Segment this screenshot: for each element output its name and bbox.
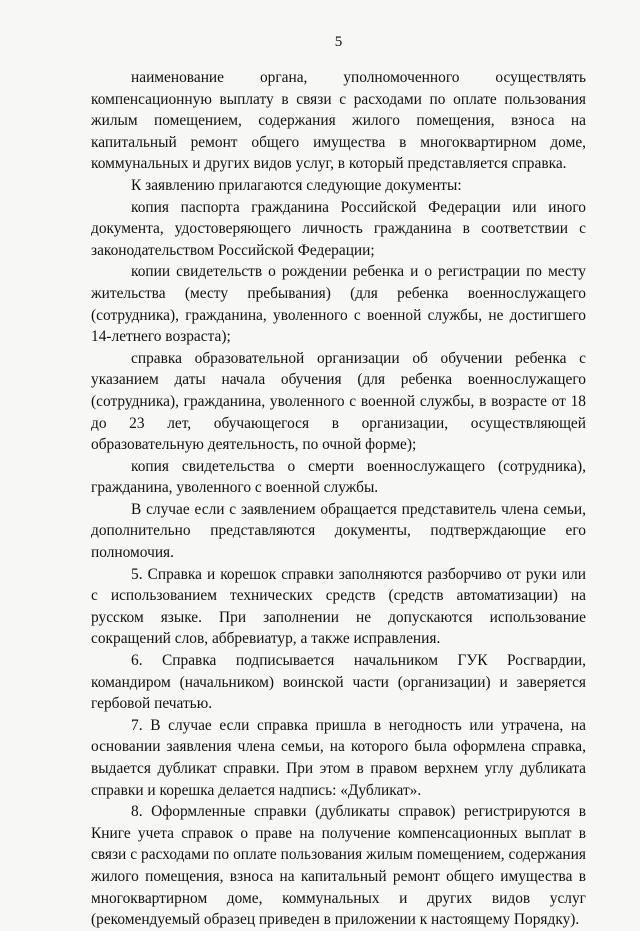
paragraph-passport-copy: копия паспорта гражданина Российской Федерации или иного документа, удостоверяющего личность гражданина в соответствии с законодательством Российской Федерации; [91, 198, 586, 259]
paragraph-item-8: 8. Оформленные справки (дубликаты справок) регистрируются в Книге учета справок о праве на получение компенсационных выплат в связи с расходами по оплате пользования жилым помещением, содержания жилого помещения, взноса на капитальный ремонт общего имущества в многоквартирном доме, коммунальных и других видов услуг (рекомендуемый образец приведен в приложении к настоящему Порядку). [91, 803, 586, 929]
paragraph-education-certificate: справка образовательной организации об обучении ребенка с указанием даты начала обучения (для ребенка военнослужащего (сотрудника), гражданина, уволенного с военной службы, в возрасте от 18 до 23 лет, обучающегося в организации, осуществляющей образовательную деятельность, по очной форме); [91, 349, 586, 454]
paragraph-death-certificate: копия свидетельства о смерти военнослужащего (сотрудника), гражданина, уволенного с военной службы. [91, 457, 586, 497]
paragraph-item-5: 5. Справка и корешок справки заполняются разборчиво от руки или с использованием технических средств (средств автоматизации) на русском языке. При заполнении не допускаются использование сокращений слов, аббревиатур, а также исправления. [91, 565, 586, 648]
paragraph-item-6: 6. Справка подписывается начальником ГУК Росгвардии, командиром (начальником) воинской части (организации) и заверяется гербовой печатью. [91, 652, 586, 713]
page-number: 5 [334, 34, 343, 50]
paragraph-authority-name: наименование органа, уполномоченного осуществлять компенсационную выплату в связи с расходами по оплате пользования жилым помещением, содержания жилого помещения, взноса на капитальный ремонт общего имущества в многоквартирном доме, коммунальных и других видов услуг, в который представляется справка. [91, 69, 586, 173]
paragraph-representative: В случае если с заявлением обращается представитель члена семьи, дополнительно представляются документы, подтверждающие его полномочия. [91, 500, 586, 562]
paragraph-item-7: 7. В случае если справка пришла в негодность или утрачена, на основании заявления члена семьи, на которого была оформлена справка, выдается дубликат справки. При этом в правом верхнем углу дубликата справки и корешка делается надпись: «Дубликат». [91, 716, 586, 799]
paragraph-birth-certificate: копии свидетельств о рождении ребенка и о регистрации по месту жительства (месту пребывания) (для ребенка военнослужащего (сотрудника), гражданина, уволенного с военной службы, не достигшего 14-летнего возраста); [91, 263, 586, 346]
paragraph-attached-documents: К заявлению прилагаются следующие документы: [131, 176, 462, 194]
